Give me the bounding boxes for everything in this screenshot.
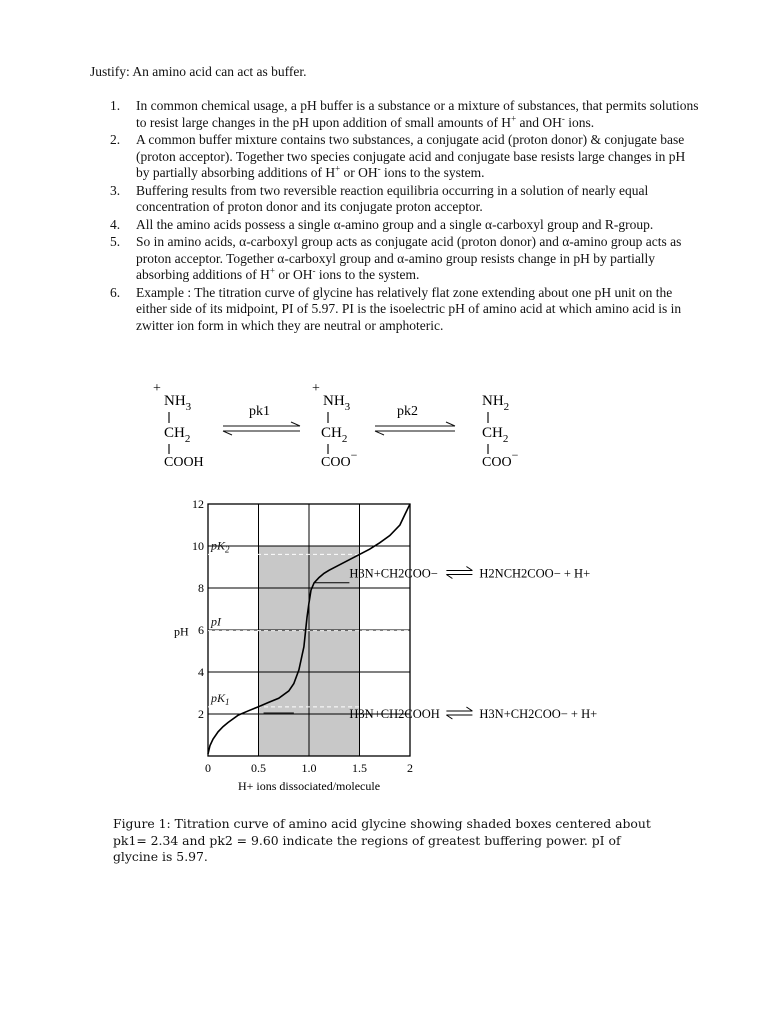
equilibrium-arrowhead <box>446 575 452 579</box>
list-number: 6. <box>110 284 121 300</box>
reaction-left: H3N+CH2COO− <box>349 566 438 581</box>
species-2 <box>312 382 358 470</box>
list-text: or OH <box>340 165 378 180</box>
carboxyl-group: COOH <box>164 455 204 470</box>
ion-charge: + <box>511 113 517 123</box>
reference-label-sub: 2 <box>225 544 230 555</box>
ion-charge: + <box>335 163 341 174</box>
x-axis-label: H+ ions dissociated/molecule <box>237 779 381 793</box>
list-text: and OH <box>516 114 562 130</box>
reference-label-main: pK <box>211 538 226 553</box>
arrow-pk2 <box>375 404 455 435</box>
y-tick-label: 8 <box>198 581 204 595</box>
charge-plus: + <box>312 382 320 396</box>
list-text: or OH <box>274 267 313 282</box>
reference-label <box>210 615 222 629</box>
list-text: ions to the system. <box>380 165 485 180</box>
equilibrium-arrowhead <box>466 567 472 571</box>
page-heading: Justify: An amino acid can act as buffer. <box>90 64 307 79</box>
list-number: 5. <box>110 234 121 249</box>
list-text: ions to the system. <box>315 267 420 282</box>
amino-group: $NH_2$ <box>482 393 510 413</box>
reaction-annotation <box>349 567 590 581</box>
list-text: So in amino acids, α-carboxyl group acts as conjugate acid (proton donor) and α-amino group acts as proton acceptor. Together α-carboxyl group and α-amino group resists change in pH by partially absorbing additions of H <box>136 234 682 282</box>
reference-label <box>210 538 230 554</box>
list-item <box>110 217 700 234</box>
equilibrium-arrowhead <box>466 707 472 711</box>
y-tick-label: 4 <box>198 665 204 679</box>
ion-charge: - <box>561 113 565 123</box>
ion-charge: - <box>312 265 316 276</box>
reaction-right: H2NCH2COO− + H+ <box>479 566 591 581</box>
reaction-left: H3N+CH2COOH <box>349 707 440 721</box>
list-number: 4. <box>110 216 121 232</box>
list-text: In common chemical usage, a pH buffer is a substance or a mixture of substances, that permits solutions to resist large changes in the pH upon addition of small amounts of H <box>136 98 699 130</box>
reaction-right: H3N+CH2COO− + H+ <box>479 707 598 721</box>
glycine-equilibrium-diagram <box>145 382 565 472</box>
arrow-pk1 <box>223 404 300 435</box>
methylene-group: $CH_2$ <box>482 425 509 445</box>
list-text: All the amino acids possess a single α-amino group and a single α-carboxyl group and R-group. <box>136 216 654 232</box>
list-text: A common buffer mixture contains two substances, a conjugate acid (proton donor) & conjugate base (proton acceptor). Together two species conjugate acid and conjugate base resists large changes in pH by partially absorbing additions of H <box>136 132 686 180</box>
list-number: 2. <box>110 132 121 147</box>
species-1 <box>153 382 204 470</box>
list-item <box>110 183 700 216</box>
charge-plus: + <box>153 382 161 396</box>
y-tick-label: 2 <box>198 707 204 721</box>
x-tick-label: 1.5 <box>352 761 367 775</box>
figure-caption: Figure 1: Titration curve of amino acid glycine showing shaded boxes centered about pk1= 2.34 and pk2 = 9.60 indicate the regions of greatest buffering power. pI of glycine is 5.97. <box>113 816 651 864</box>
reaction-annotation <box>349 707 597 721</box>
methylene-group: $CH_2$ <box>321 425 348 445</box>
arrow-label: pk2 <box>397 404 418 419</box>
list-item <box>110 285 700 335</box>
amino-group: $NH_3$ <box>164 393 192 413</box>
reference-label-main: pK <box>211 690 226 705</box>
y-tick-label: 6 <box>198 623 204 637</box>
methylene-group: $CH_2$ <box>164 425 191 445</box>
species-3 <box>482 393 519 470</box>
x-tick-label: 0 <box>205 761 211 775</box>
list-text: ions. <box>564 114 595 130</box>
y-tick-label: 12 <box>192 497 204 511</box>
equilibrium-arrowhead <box>446 715 452 719</box>
ion-charge: - <box>377 163 381 174</box>
list-text: Example : The titration curve of glycine has relatively flat zone extending about one pH unit on the either side of its midpoint, PI of 5.97. PI is the isoelectric pH of amino acid at which amino acid is in zwitter ion form in which they are neutral or amphoteric. <box>136 284 682 333</box>
amino-group: $NH_3$ <box>323 393 351 413</box>
reference-label-main: pI <box>211 614 221 629</box>
list-item <box>110 234 700 284</box>
x-tick-label: 2 <box>407 761 413 775</box>
y-tick-label: 10 <box>192 539 204 553</box>
list-item <box>110 98 700 131</box>
x-tick-label: 1.0 <box>301 761 317 775</box>
titration-curve-chart <box>160 492 620 802</box>
list-number: 1. <box>110 98 121 113</box>
reference-label <box>210 691 230 707</box>
list-number: 3. <box>110 182 121 198</box>
y-axis-label: pH <box>174 624 189 639</box>
justification-list <box>110 98 700 335</box>
ion-charge: + <box>269 265 275 276</box>
arrow-label: pk1 <box>249 404 270 419</box>
reference-label-sub: 1 <box>225 696 230 707</box>
list-item <box>110 132 700 182</box>
carboxylate-group: COO− <box>482 448 519 470</box>
carboxylate-group: COO− <box>321 448 358 470</box>
list-text: Buffering results from two reversible reaction equilibria occurring in a solution of nearly equal concentration of proton donor and its conjugate proton acceptor. <box>136 182 649 214</box>
x-tick-label: 0.5 <box>251 761 266 775</box>
